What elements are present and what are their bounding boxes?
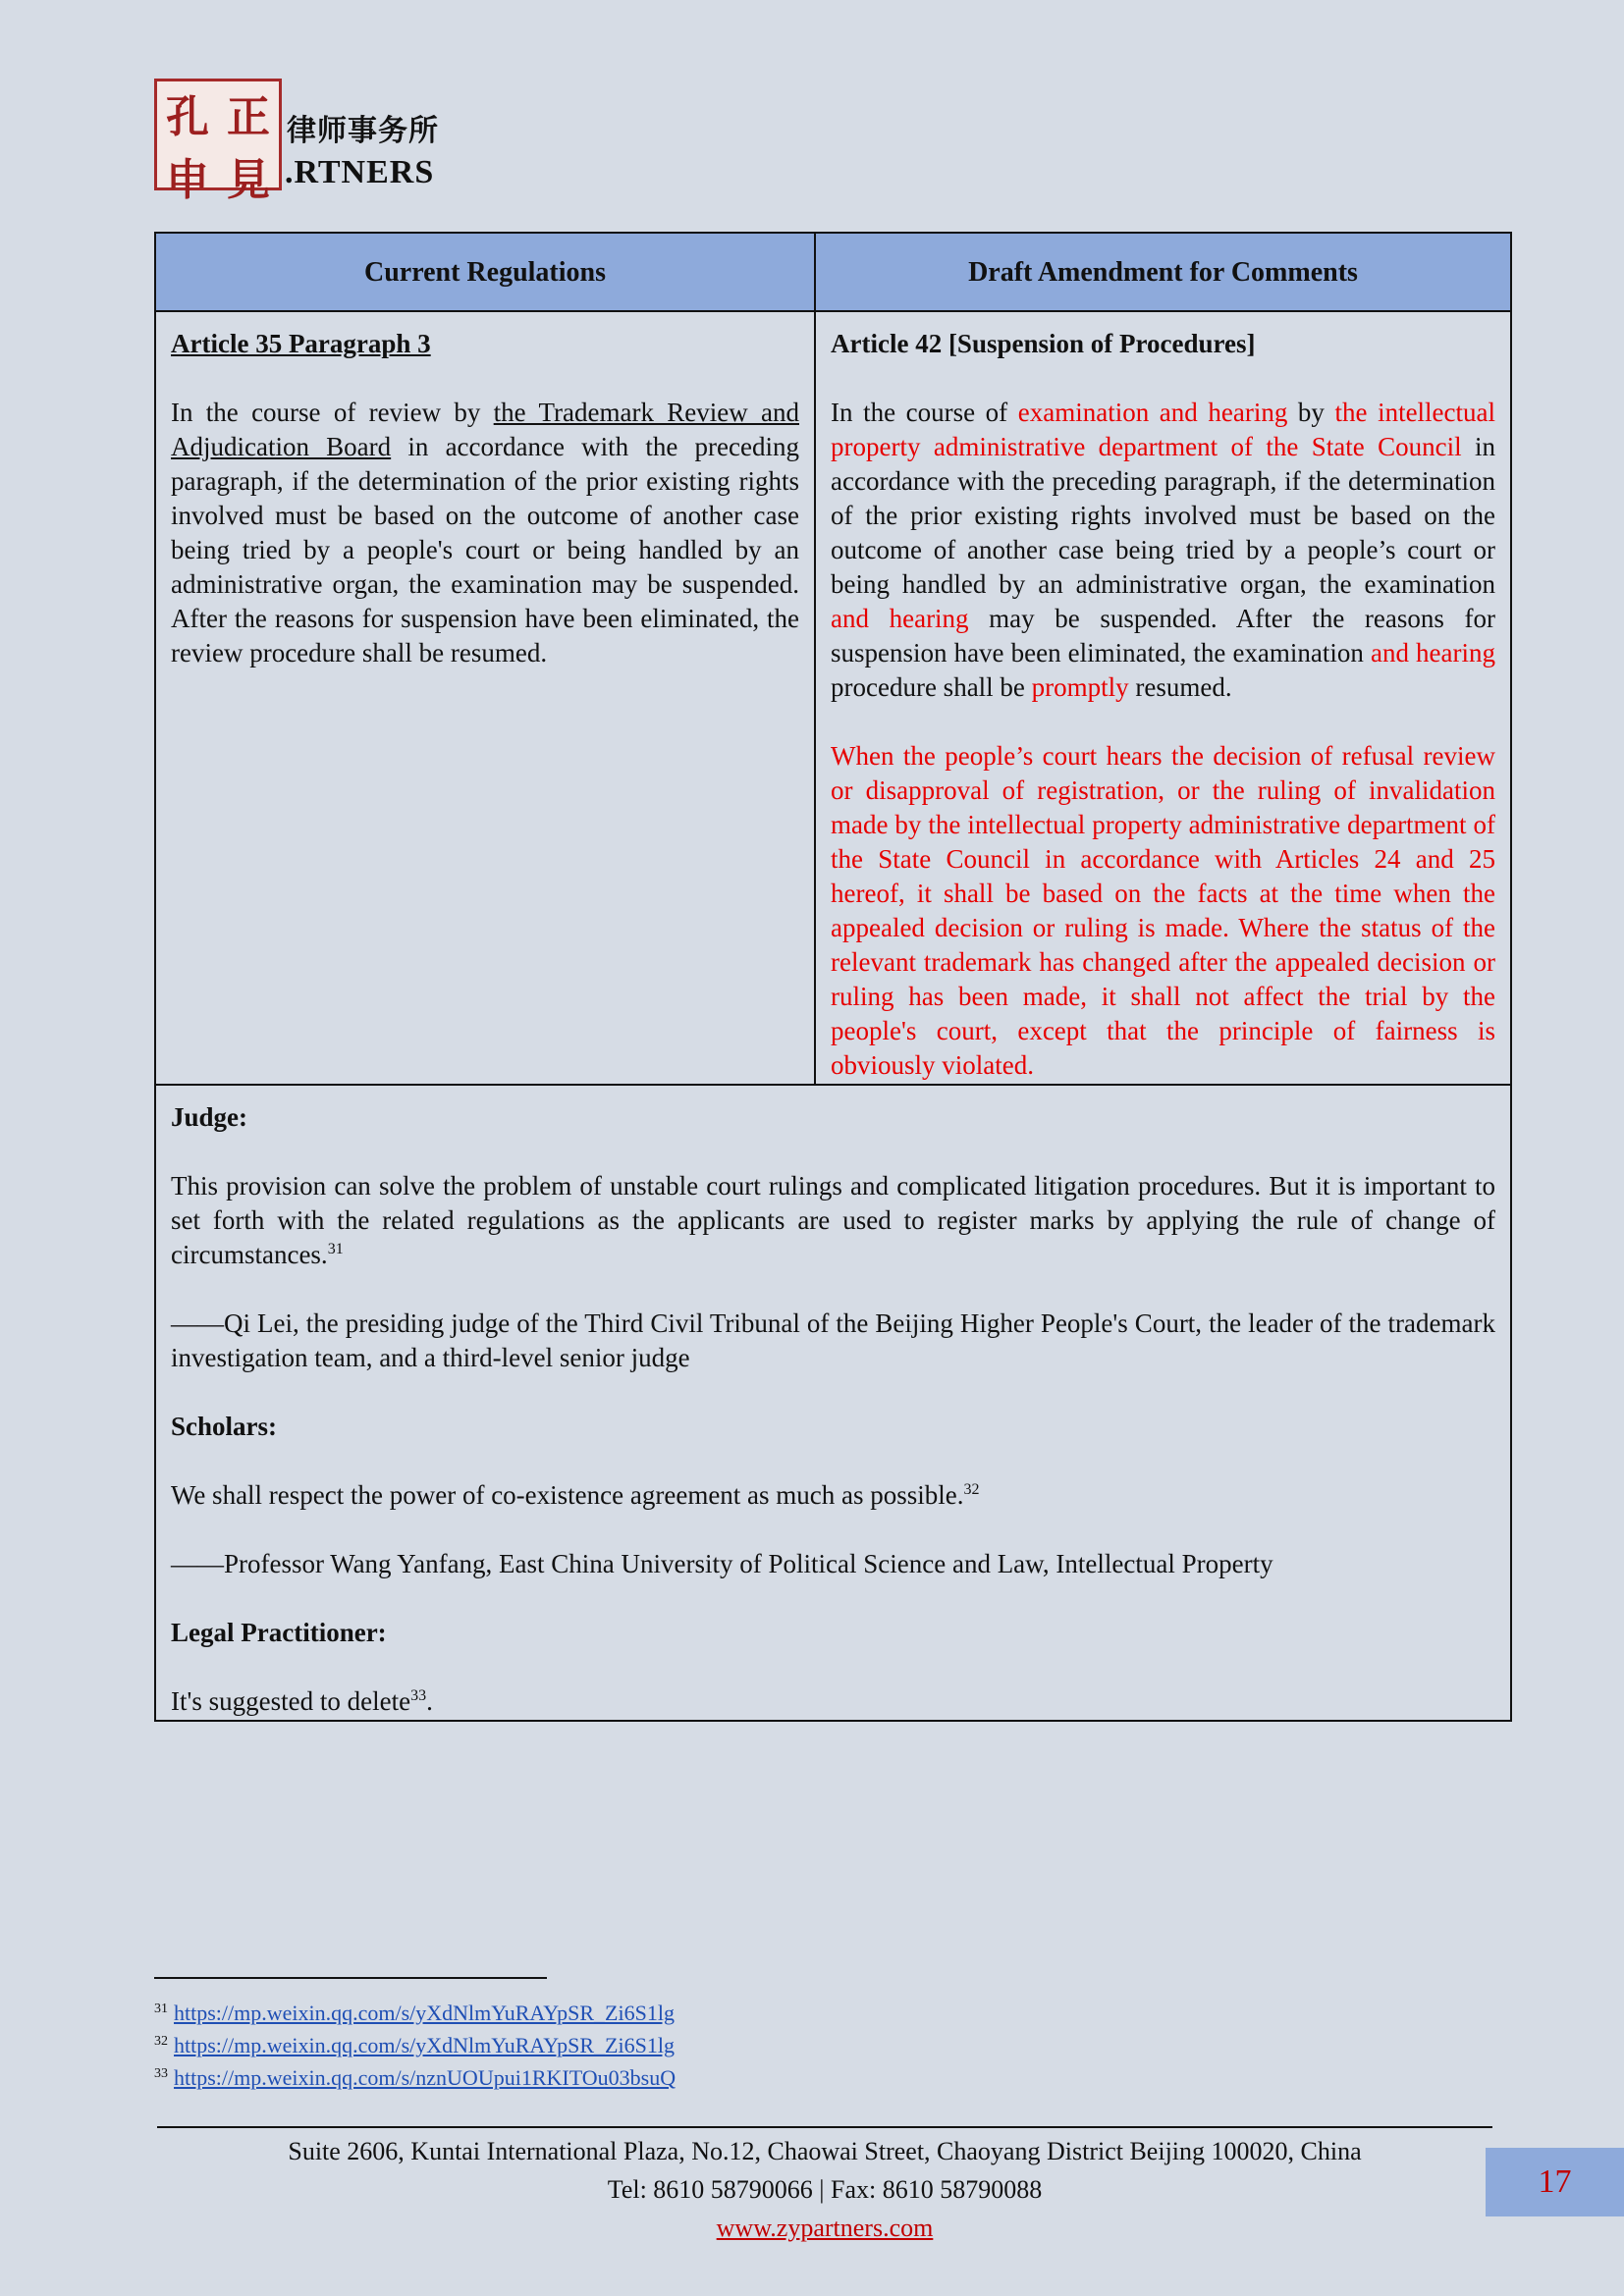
draft-amendment-cell bbox=[815, 311, 1511, 1085]
footer-divider bbox=[157, 2126, 1492, 2128]
footnote-divider bbox=[154, 1977, 547, 1979]
practitioner-comment: It's suggested to delete$^{33}$. bbox=[171, 1686, 433, 1716]
footnotes bbox=[154, 1997, 676, 2094]
header-current-regulations: Current Regulations bbox=[155, 233, 815, 311]
judge-label: Judge: bbox=[171, 1102, 248, 1132]
footer-address: Suite 2606, Kuntai International Plaza, No.12, Chaowai Street, Chaoyang District Beijing 100020, China bbox=[288, 2137, 1362, 2165]
board-name: the Trademark Review and Adjudication Board bbox=[171, 398, 799, 461]
footer-contact: Tel: 8610 58790066 | Fax: 8610 58790088 bbox=[607, 2175, 1043, 2204]
comparison-table bbox=[154, 232, 1512, 1722]
seal-logo: 孔 正 申 見 bbox=[154, 79, 282, 190]
footnote-link[interactable]: https://mp.weixin.qq.com/s/yXdNlmYuRAYpSR_Zi6S1lg bbox=[174, 2033, 675, 2057]
current-regulations-cell bbox=[155, 311, 815, 1085]
judge-comment: This provision can solve the problem of unstable court rulings and complicated litigation procedures. But it is important to set forth with the related regulations as the applicants are used to register marks by applying the rule of change of circumstances.$^{31}$ bbox=[171, 1171, 1495, 1269]
logo-english-text: .RTNERS bbox=[285, 154, 435, 190]
draft-article-text: In the course of examination and hearing by the intellectual property administrative department of the State Council in accordance with the preceding paragraph, if the determination of the prior existing rights involved must be based on the outcome of another case being tried by a people’s court or being handled by an administrative organ, the examination and hearing may be suspended. After the reasons for suspension have been eliminated, the examination and hearing procedure shall be promptly resumed. bbox=[831, 398, 1496, 702]
comments-cell bbox=[155, 1085, 1511, 1721]
draft-new-paragraph: When the people’s court hears the decision of refusal review or disapproval of registration, or the ruling of invalidation made by the intellectual property administrative department of the State Council in accordance with Articles 24 and 25 hereof, it shall be based on the facts at the time when the appealed decision or ruling is made. Where the status of the relevant trademark has changed after the appealed decision or ruling has been made, it shall not affect the trial by the people's court, except that the principle of fairness is obviously violated. bbox=[831, 741, 1495, 1080]
firm-logo bbox=[154, 79, 478, 205]
scholars-label: Scholars: bbox=[171, 1412, 277, 1441]
judge-source: ——Qi Lei, the presiding judge of the Third Civil Tribunal of the Beijing Higher People's Court, the leader of the trademark investigation team, and a third-level senior judge bbox=[171, 1308, 1495, 1372]
current-article-text: In the course of review by the Trademark Review and Adjudication Board in accordance with the preceding paragraph, if the determination of the prior existing rights involved must be based on the outcome of another case being tried by a people's court or being handled by an administrative organ, the examination may be suspended. After the reasons for suspension have been eliminated, the review procedure shall be resumed. bbox=[171, 398, 800, 667]
footnote-ref-32[interactable]: 32 bbox=[963, 1481, 980, 1498]
scholars-source: ——Professor Wang Yanfang, East China University of Political Science and Law, Intellectual Property bbox=[171, 1549, 1273, 1578]
footer-website-link[interactable]: www.zypartners.com bbox=[716, 2214, 934, 2242]
footnote-link[interactable]: https://mp.weixin.qq.com/s/nznUOUpui1RKITOu03bsuQ bbox=[174, 2065, 677, 2090]
draft-article-heading: Article 42 [Suspension of Procedures] bbox=[831, 329, 1256, 358]
logo-chinese-text: 律师事务所 bbox=[287, 114, 439, 148]
footnote-item: $^{31}$ https://mp.weixin.qq.com/s/yXdNlmYuRAYpSR_Zi6S1lg bbox=[154, 2001, 675, 2025]
page-footer bbox=[157, 2132, 1492, 2247]
footnote-link[interactable]: https://mp.weixin.qq.com/s/yXdNlmYuRAYpSR_Zi6S1lg bbox=[174, 2001, 675, 2025]
footnote-ref-31[interactable]: 31 bbox=[327, 1241, 344, 1257]
footnote-ref-33[interactable]: 33 bbox=[410, 1687, 427, 1704]
page-number: 17 bbox=[1486, 2148, 1624, 2216]
header-draft-amendment: Draft Amendment for Comments bbox=[815, 233, 1511, 311]
scholars-comment: We shall respect the power of co-existence agreement as much as possible.$^{32}$ bbox=[171, 1480, 980, 1510]
footnote-item: $^{33}$ https://mp.weixin.qq.com/s/nznUOUpui1RKITOu03bsuQ bbox=[154, 2065, 677, 2090]
practitioner-label: Legal Practitioner: bbox=[171, 1618, 387, 1647]
current-article-heading: Article 35 Paragraph 3 bbox=[171, 329, 431, 358]
footnote-item: $^{32}$ https://mp.weixin.qq.com/s/yXdNlmYuRAYpSR_Zi6S1lg bbox=[154, 2033, 675, 2057]
